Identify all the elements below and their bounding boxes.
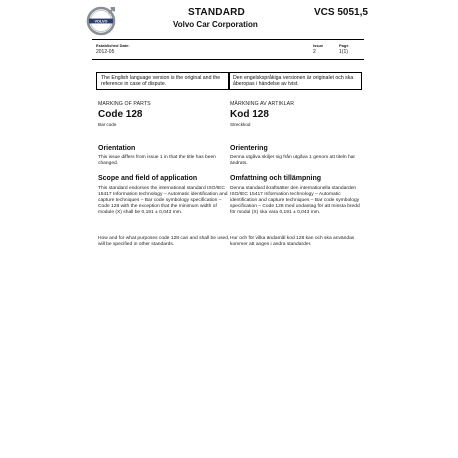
header-rule-bottom [92,59,364,60]
header-rule-top [92,39,364,40]
right-scope-heading: Omfattning och tillämpning [230,175,321,182]
right-orientation-heading: Orientering [230,145,268,152]
notice-swedish: Den engelskspråkiga versionen är originalet och ska åberopas i händelse av tvist. [228,72,362,90]
left-scope-heading: Scope and field of application [98,175,198,182]
right-code-title: Kod 128 [230,109,269,120]
notice-english: The English language version is the original and the reference in case of dispute. [96,72,230,90]
right-scope-text-1: Denna standard ikraftsätter den internationella standarden ISO/IEC 15417 Information technology – Automatic identification and capture techniques – Bar code symbology specification – Code 128 med undantag för att minsta bredd för modul (X) ska vara 0,191 ± 0,043 mm. [230,186,360,216]
left-scope-text-2: How and for what purposes code 128 can and shall be used, will be specified in other standards. [98,236,230,248]
issue-label: Issue [313,43,324,48]
established-value: 2012-05 [96,49,115,55]
standard-number: VCS 5051,5 [314,7,368,18]
volvo-logo [86,6,116,36]
established-label: Established Date: [96,43,130,48]
page-value: 1(1) [339,49,348,55]
volvo-logo-icon [86,6,116,36]
document-type: STANDARD [188,7,245,18]
left-caption: MARKING OF PARTS [98,101,151,107]
page-label: Page [339,43,349,48]
issue-value: 2 [313,49,316,55]
organization-name: Volvo Car Corporation [173,20,258,29]
right-code-subtitle: Streckkod [230,122,251,127]
left-orientation-text: This issue differs from issue 1 in that the title has been changed. [98,155,216,167]
left-scope-text-1: This standard endorses the international standard ISO/IEC 15417 Information technology – Automatic identification and capture techniques – Bar code symbology specification – Code 128 with the exception that the minimum width of module (X) shall be 0,191 ± 0,043 mm. [98,186,228,216]
right-orientation-text: Denna utgåva skiljer sig från utgåva 1 genom att titeln har ändrats. [230,155,356,167]
right-scope-text-2: Hur och för vilka ändamål kod 128 kan och ska användas kommer att anges i andra standarder. [230,236,355,248]
right-caption: MÄRKNING AV ARTIKLAR [230,101,295,107]
left-code-subtitle: Bar code [98,122,117,127]
left-code-title: Code 128 [98,109,143,120]
left-orientation-heading: Orientation [98,145,136,152]
logo-wordmark: VOLVO [94,19,108,24]
